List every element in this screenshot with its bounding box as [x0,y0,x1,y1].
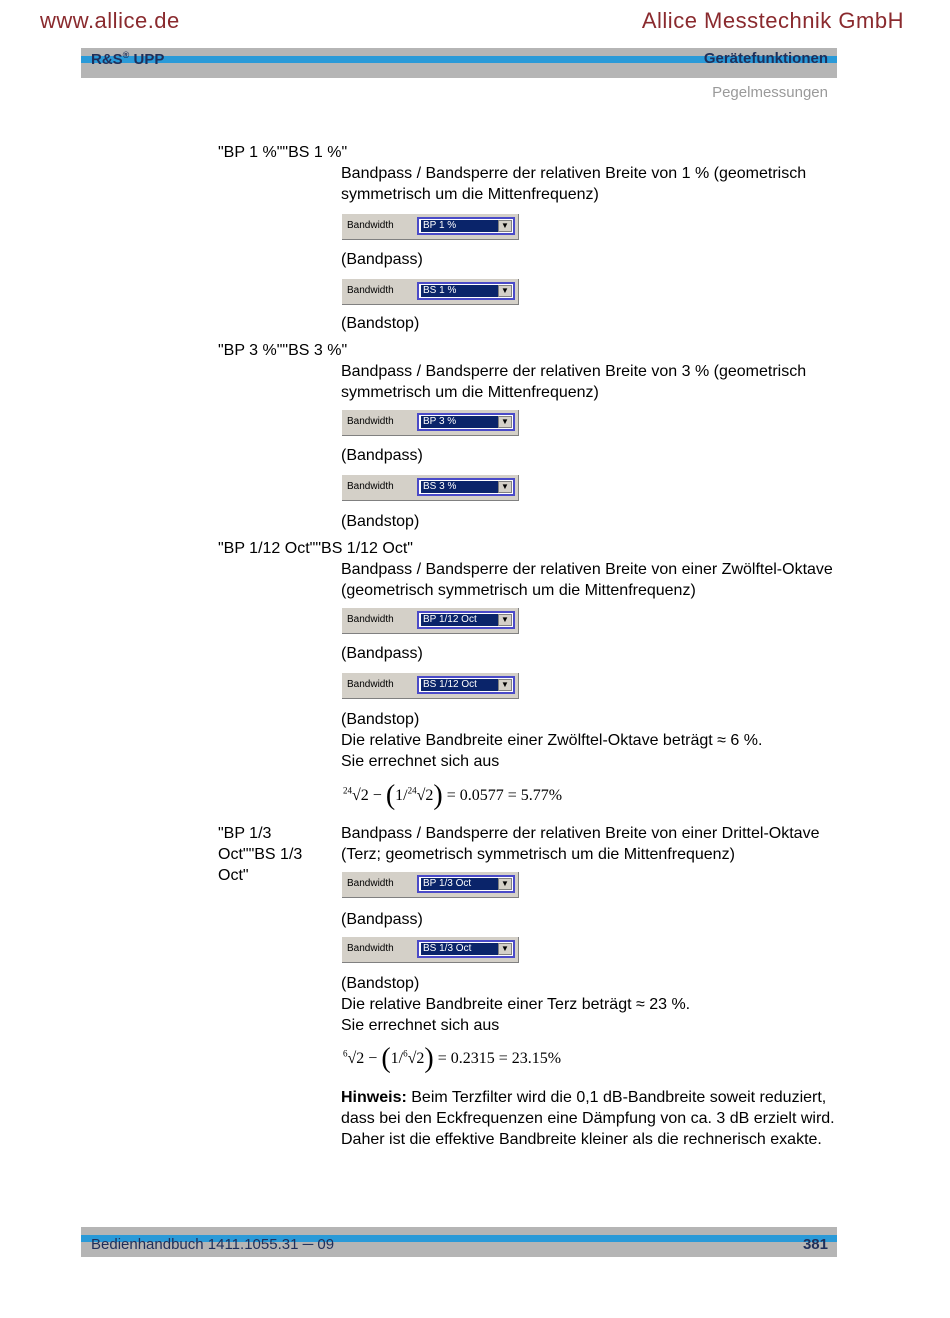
entry-term: "BP 1/3 Oct""BS 1/3 Oct" [218,825,303,884]
section-title: Pegelmessungen [712,84,828,101]
bandwidth-widget[interactable] [341,474,519,501]
note-text: Sie errechnet sich aus [341,753,500,770]
widget-caption: (Bandstop) [341,315,420,332]
widget-caption: (Bandpass) [341,645,423,662]
widget-caption: (Bandstop) [341,711,420,728]
bandwidth-widget[interactable] [341,409,519,436]
bandwidth-select[interactable]: BS 1/3 Oct ▼ [417,940,515,958]
bandwidth-select[interactable]: BS 1/12 Oct ▼ [417,676,515,694]
bandwidth-select[interactable]: BP 3 % ▼ [417,413,515,431]
entry-term: "BP 1 %""BS 1 %" [218,144,348,161]
widget-label: Bandwidth [347,614,394,625]
widget-label: Bandwidth [347,416,394,427]
bandwidth-widget[interactable] [341,871,519,898]
entry-term: "BP 3 %""BS 3 %" [218,342,348,359]
widget-label: Bandwidth [347,878,394,889]
entry-term: "BP 1/12 Oct""BS 1/12 Oct" [218,540,413,557]
note-text: Die relative Bandbreite einer Terz beträgt ≈ 23 %. [341,996,691,1013]
widget-label: Bandwidth [347,481,394,492]
entry-description: Bandpass / Bandsperre der relativen Breite von 1 % (geometrisch symmetrisch um die Mittenfrequenz) [341,165,807,203]
widget-caption: (Bandstop) [341,513,420,530]
site-url: www.allice.de [40,8,180,33]
bandwidth-select[interactable]: BS 1 % ▼ [417,282,515,300]
entry-description: Bandpass / Bandsperre der relativen Breite von einer Drittel-Oktave (Terz; geometrisch symmetrisch um die Mittenfrequenz) [341,825,820,863]
manual-id: Bedienhandbuch 1411.1055.31 ─ 09 [91,1236,335,1253]
note-text: Sie errechnet sich aus [341,1017,500,1034]
hint-label: Hinweis: [341,1089,407,1106]
formula: $^6$√2 − (1/$^6$√2) = 0.2315 = 23.15% [343,1043,562,1074]
bandwidth-widget[interactable] [341,936,519,963]
product-name: R&S® UPP [91,50,165,68]
chevron-down-icon[interactable]: ▼ [498,416,512,428]
bandwidth-select[interactable]: BS 3 % ▼ [417,478,515,496]
bandwidth-widget[interactable] [341,607,519,634]
bandwidth-widget[interactable] [341,672,519,699]
bandwidth-select[interactable]: BP 1/12 Oct ▼ [417,611,515,629]
widget-caption: (Bandpass) [341,251,423,268]
bandwidth-widget[interactable] [341,278,519,305]
chevron-down-icon[interactable]: ▼ [498,943,512,955]
footer-bar [81,1227,837,1257]
widget-caption: (Bandpass) [341,447,423,464]
formula: $^{24}$√2 − (1/$^{24}$√2) = 0.0577 = 5.77% [343,780,563,811]
entry-description: Bandpass / Bandsperre der relativen Breite von einer Zwölftel-Oktave (geometrisch symmetrisch um die Mittenfrequenz) [341,561,833,599]
widget-label: Bandwidth [347,285,394,296]
bandwidth-select[interactable]: BP 1 % ▼ [417,217,515,235]
hint-text: Beim Terzfilter wird die 0,1 dB-Bandbreite soweit reduziert, dass bei den Eckfrequenzen eine Dämpfung von ca. 3 dB erzielt wird. Daher ist die effektive Bandbreite kleiner als die rechnerisch exakte. [341,1089,835,1148]
chevron-down-icon[interactable]: ▼ [498,220,512,232]
company-name: Allice Messtechnik GmbH [641,8,904,33]
page-number: 381 [802,1236,828,1253]
hint-paragraph [341,1087,841,1150]
bandwidth-widget[interactable] [341,213,519,240]
entry-description: Bandpass / Bandsperre der relativen Breite von 3 % (geometrisch symmetrisch um die Mittenfrequenz) [341,363,807,401]
note-text: Die relative Bandbreite einer Zwölftel-Oktave beträgt ≈ 6 %. [341,732,763,749]
widget-label: Bandwidth [347,679,394,690]
chevron-down-icon[interactable]: ▼ [498,679,512,691]
chapter-title: Gerätefunktionen [703,50,828,67]
chevron-down-icon[interactable]: ▼ [498,878,512,890]
widget-caption: (Bandpass) [341,911,423,928]
widget-label: Bandwidth [347,943,394,954]
widget-label: Bandwidth [347,220,394,231]
widget-caption: (Bandstop) [341,975,420,992]
chevron-down-icon[interactable]: ▼ [498,481,512,493]
chevron-down-icon[interactable]: ▼ [498,285,512,297]
bandwidth-select[interactable]: BP 1/3 Oct ▼ [417,875,515,893]
chevron-down-icon[interactable]: ▼ [498,614,512,626]
header-bar [81,48,837,78]
